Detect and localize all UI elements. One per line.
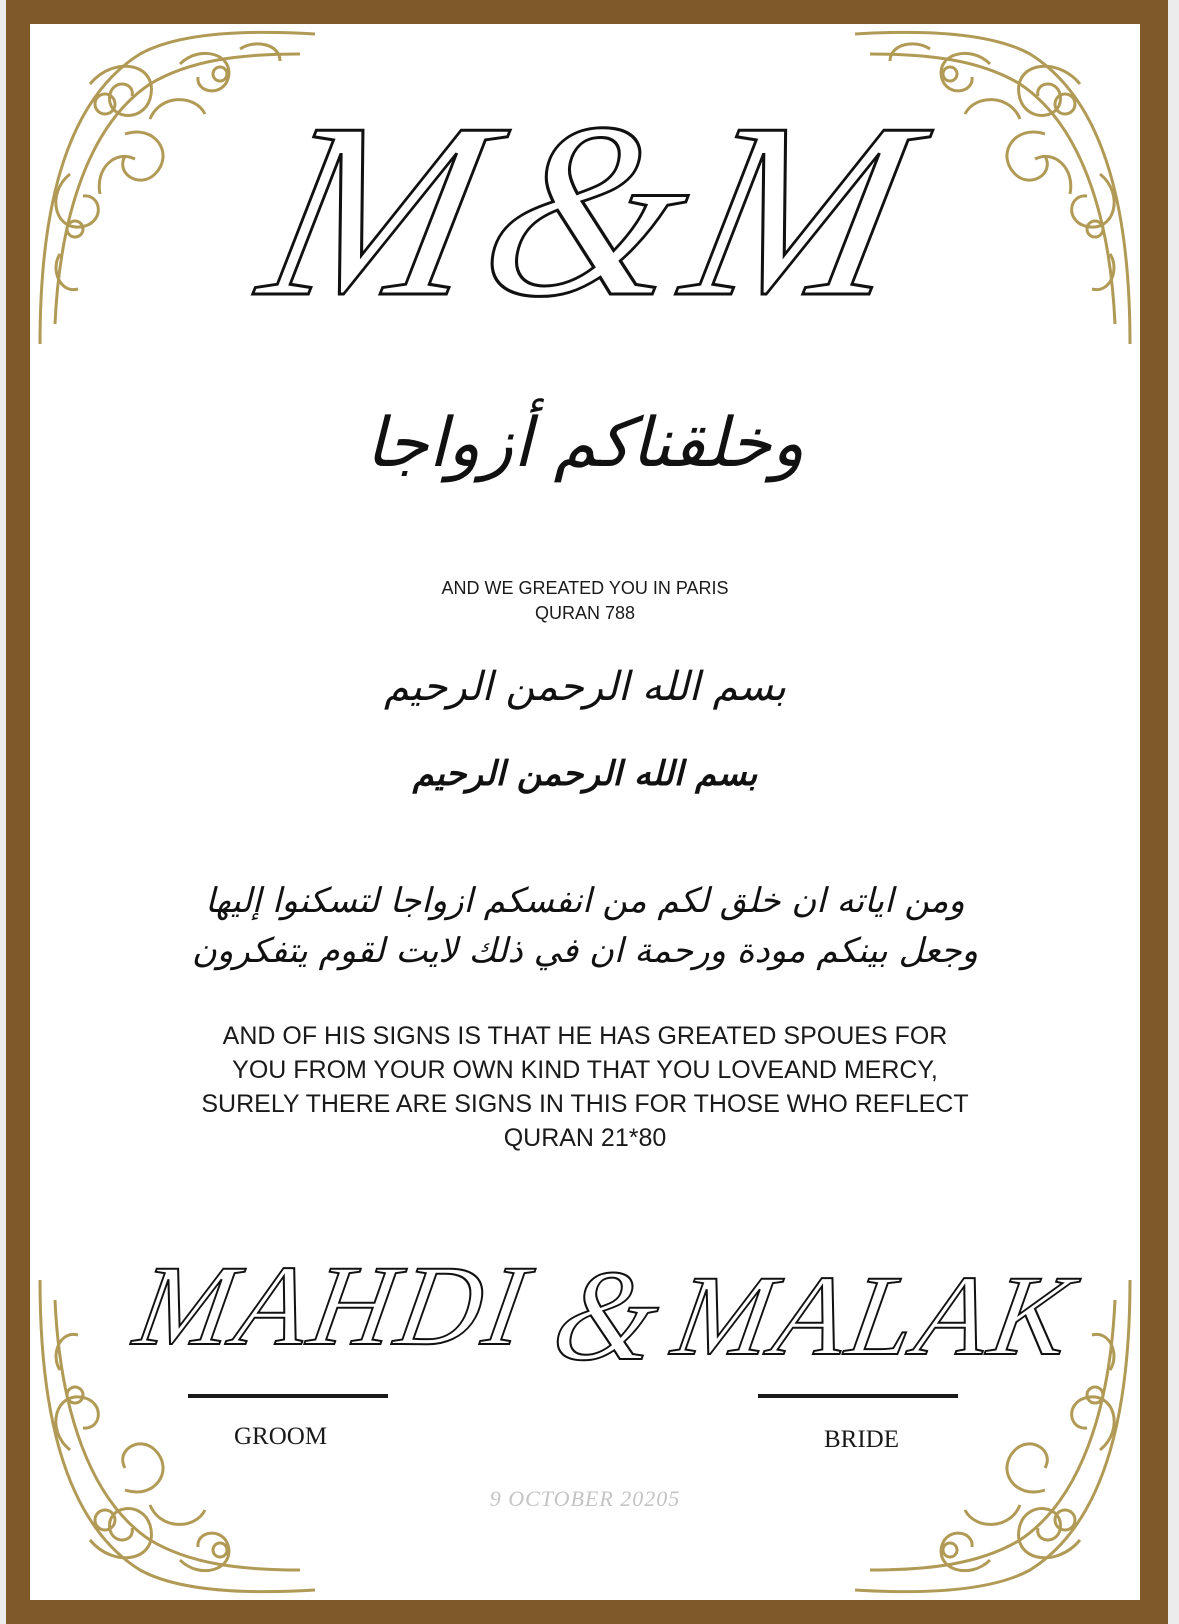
monogram xyxy=(30,64,1140,364)
names-ampersand: & xyxy=(543,1243,671,1388)
groom-signature-line xyxy=(188,1394,388,1398)
arabic-verse-line: ومن اياته ان خلق لكم من انفسكم ازواجا لتسكنوا إليها xyxy=(205,881,965,921)
subtitle xyxy=(30,576,1140,626)
translation-line: YOU FROM YOUR OWN KIND THAT YOU LOVEAND MERCY, xyxy=(232,1056,938,1084)
translation-line: QURAN 21*80 xyxy=(503,1124,667,1152)
arabic-verse-line: وجعل بينكم مودة ورحمة ان في ذلك لايت لقوم يتفكرون xyxy=(191,931,979,971)
subtitle-line: AND WE GREATED YOU IN PARIS xyxy=(441,578,729,598)
groom-name: MAHDI xyxy=(126,1242,540,1370)
certificate-paper xyxy=(30,24,1140,1600)
bride-label: BRIDE xyxy=(824,1426,899,1453)
monogram-text: M&M xyxy=(244,71,944,349)
verse-title-arabic: وخلقناكم أزواجا xyxy=(365,404,805,483)
basmala-calligraphy: بسم الله الرحمن الرحيم xyxy=(412,754,758,794)
wedding-date: 9 OCTOBER 20205 xyxy=(489,1486,681,1511)
bride-name: MALAK xyxy=(665,1252,1085,1380)
verse-translation xyxy=(30,1019,1140,1155)
basmala-primary: بسم الله الرحمن الرحيم xyxy=(383,664,787,710)
translation-line: SURELY THERE ARE SIGNS IN THIS FOR THOSE WHO REFLECT xyxy=(201,1090,969,1118)
bride-signature-line xyxy=(758,1394,958,1398)
translation-line: AND OF HIS SIGNS IS THAT HE HAS GREATED SPOUES FOR xyxy=(222,1022,948,1050)
subtitle-line: QURAN 788 xyxy=(534,603,636,623)
couple-names xyxy=(30,1239,1140,1389)
groom-label: GROOM xyxy=(234,1423,328,1450)
arabic-verse xyxy=(30,876,1140,976)
